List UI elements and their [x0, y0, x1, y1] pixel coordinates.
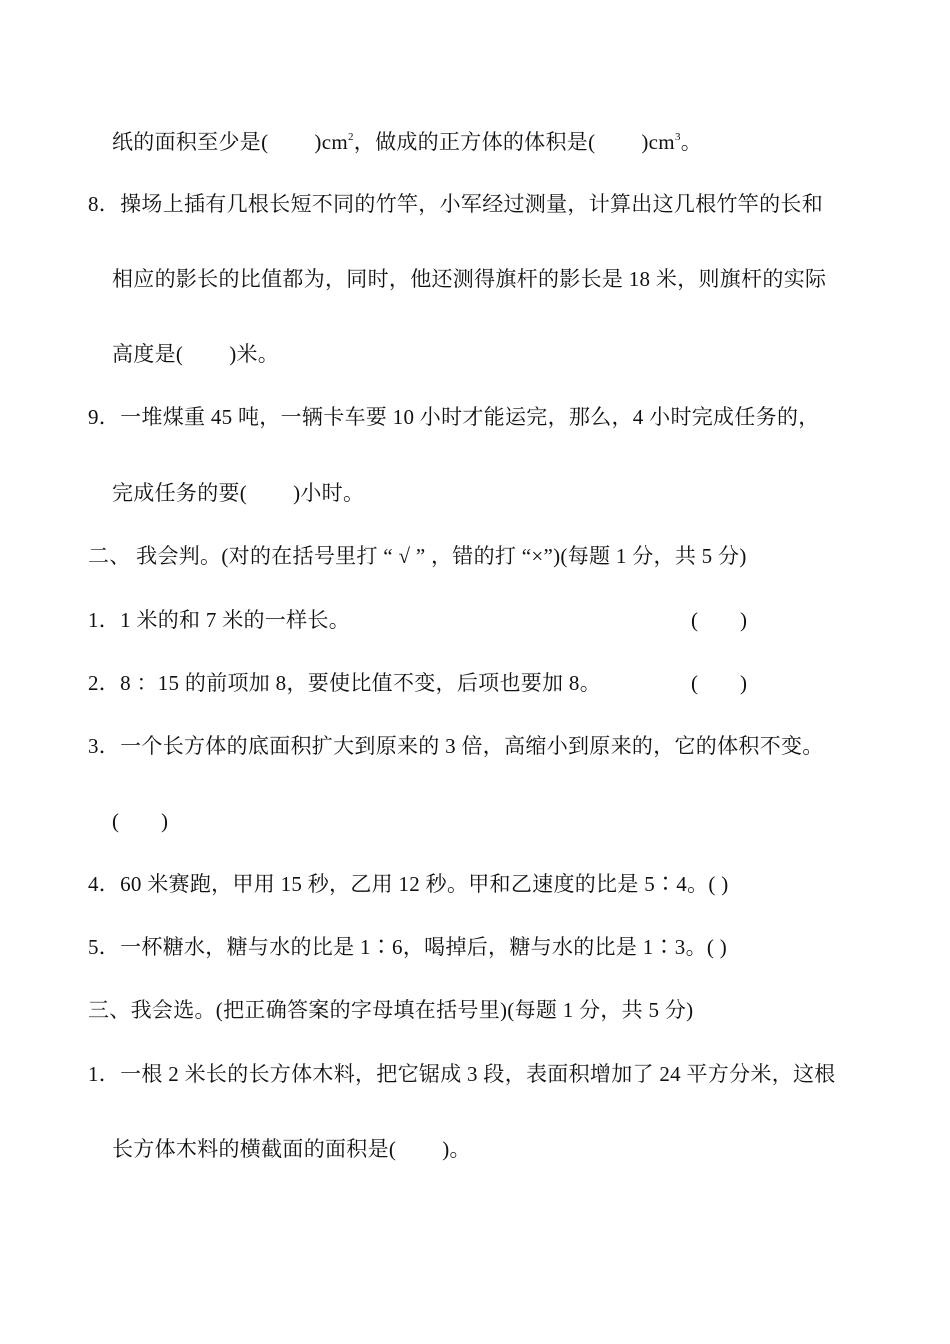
judge-item-2-answer-bracket: ( )	[691, 671, 747, 695]
q7-unit-cm3: )cm	[641, 130, 675, 154]
q9-line-2-b: )小时。	[293, 481, 365, 505]
judge-item-1-answer-bracket: ( )	[691, 608, 747, 632]
choose-item-1-line-2-b: )。	[442, 1137, 471, 1161]
q7-text-3: 。	[680, 130, 703, 154]
q7-text-1: 纸的面积至少是(	[112, 130, 269, 154]
section-2-heading: 二、 我会判。(对的在括号里打 “ √ ” ，错的打 “×”)(每题 1 分，共 5 分)	[88, 544, 747, 568]
choose-item-1-line-1: 1．一根 2 米长的长方体木料，把它锯成 3 段，表面积增加了 24 平方分米，这根	[88, 1062, 836, 1086]
judge-item-2: 2．8 ：15 的前项加 8，要使比值不变，后项也要加 8。	[88, 671, 601, 695]
q9-line-2	[112, 480, 364, 506]
q9-line-2-a: 完成任务的要(	[112, 481, 248, 505]
q8-line-3-a: 高度是(	[112, 342, 184, 366]
q8-line-3-b: )米。	[229, 342, 280, 366]
judge-item-3: 3．一个长方体的底面积扩大到原来的 3 倍，高缩小到原来的，它的体积不变。	[88, 734, 824, 758]
judge-item-4: 4．60 米赛跑，甲用 15 秒，乙用 12 秒。甲和乙速度的比是 5∶4。( )	[88, 872, 729, 896]
judge-item-1: 1．1 米的和 7 米的一样长。	[88, 608, 351, 632]
q8-line-1: 8．操场上插有几根长短不同的竹竿，小军经过测量，计算出这几根竹竿的长和	[88, 192, 823, 216]
q8-line-2: 相应的影长的比值都为，同时，他还测得旗杆的影长是 18 米，则旗杆的实际	[112, 267, 827, 291]
q8-line-3	[112, 341, 279, 367]
q7-continuation-line	[112, 129, 702, 155]
q7-text-2: ，做成的正方体的体积是(	[353, 130, 596, 154]
q7-sup-3: 3	[674, 131, 681, 143]
section-3-heading: 三、我会选。(把正确答案的字母填在括号里)(每题 1 分，共 5 分)	[88, 998, 694, 1022]
choose-item-1-line-2-a: 长方体木料的横截面的面积是(	[112, 1137, 397, 1161]
choose-item-1-line-2	[112, 1136, 471, 1162]
q9-line-1: 9．一堆煤重 45 吨，一辆卡车要 10 小时才能运完，那么，4 小时完成任务的，	[88, 405, 820, 429]
judge-item-3-answer-bracket: ( )	[112, 809, 168, 833]
q7-unit-cm2: )cm	[314, 130, 348, 154]
q7-sup-2: 2	[347, 131, 354, 143]
judge-item-5: 5．一杯糖水，糖与水的比是 1∶6，喝掉后，糖与水的比是 1∶3。( )	[88, 935, 728, 959]
